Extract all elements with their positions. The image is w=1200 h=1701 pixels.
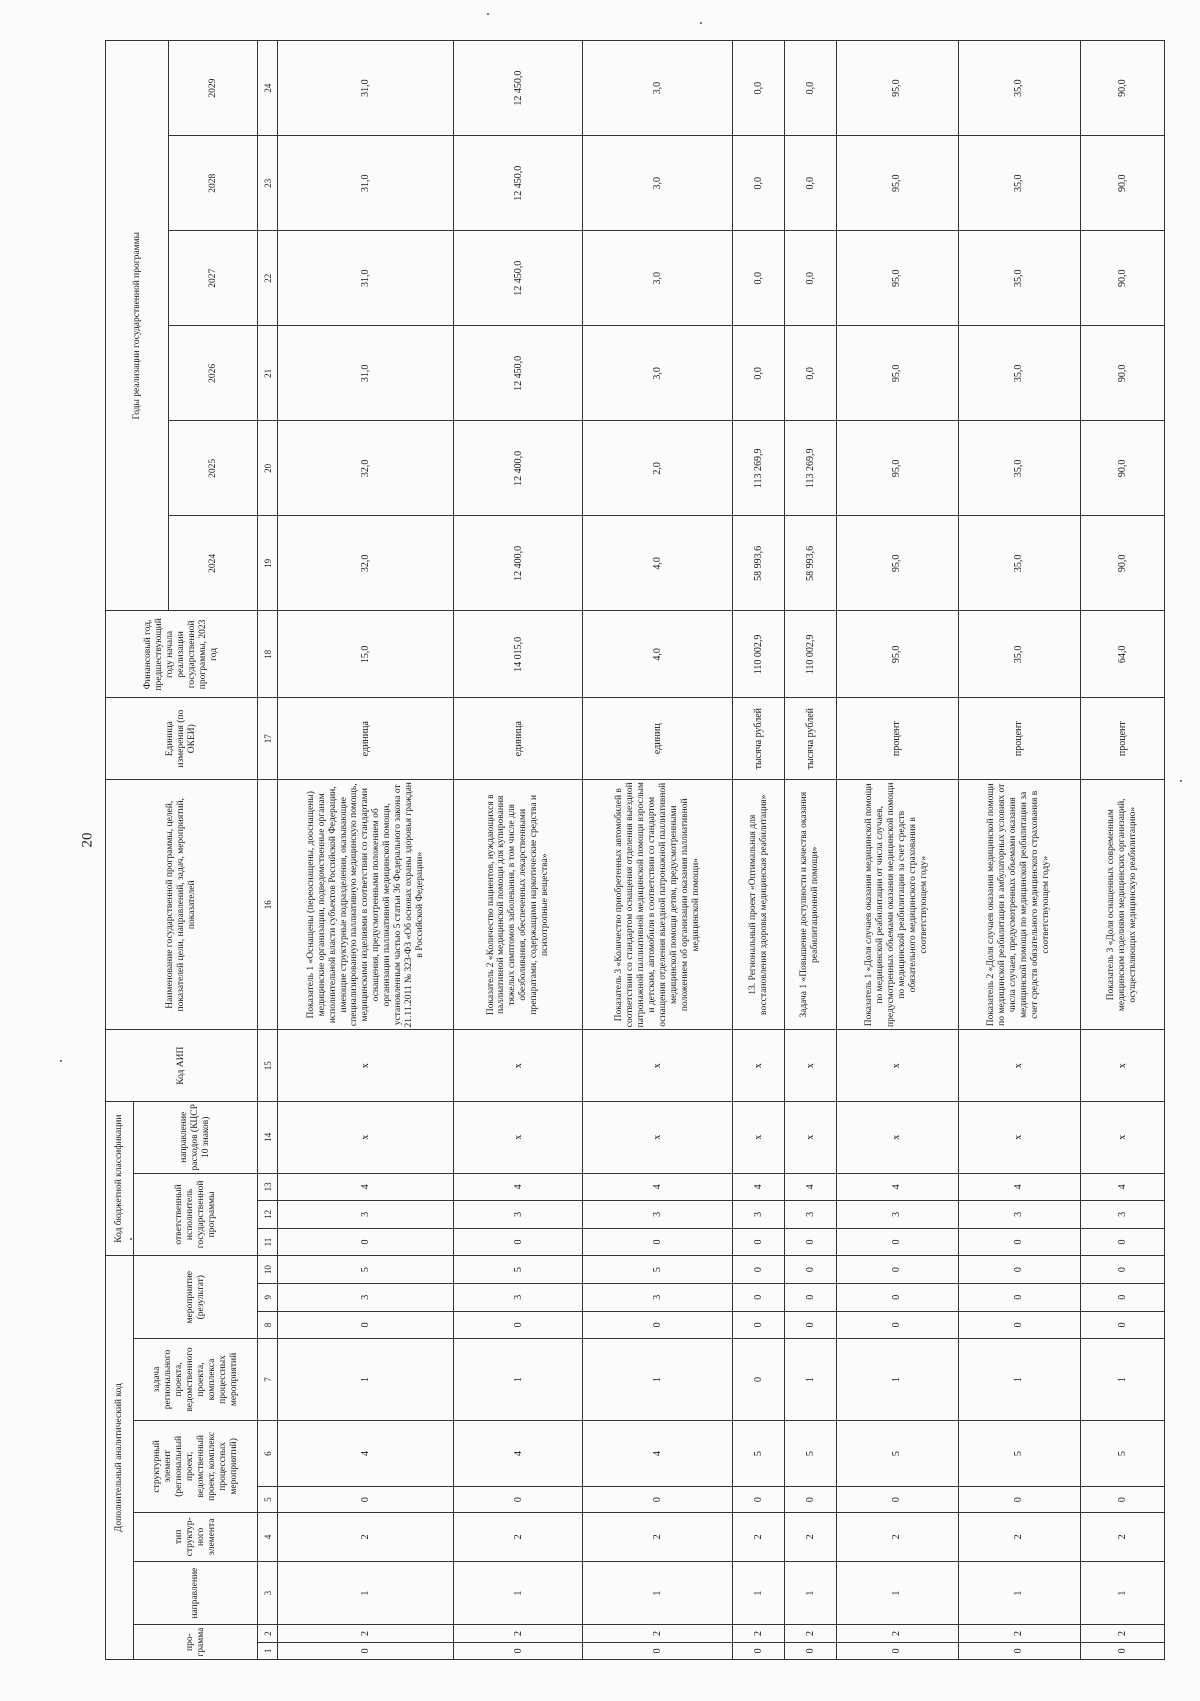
year-value: 3,0	[583, 326, 733, 421]
year-value: 95,0	[836, 41, 958, 136]
header-year: 2025	[169, 421, 258, 516]
year-value: 0,0	[785, 231, 837, 326]
year-value: 95,0	[836, 421, 958, 516]
year-value: 31,0	[278, 326, 454, 421]
year-value: 2,0	[583, 421, 733, 516]
code-cell: 2	[1080, 1625, 1165, 1642]
code-cell: 4	[785, 1173, 837, 1201]
column-number: 6	[258, 1420, 278, 1486]
code-cell: 2	[454, 1512, 583, 1561]
code-cell: 1	[454, 1561, 583, 1624]
code-cell: 5	[454, 1256, 583, 1284]
code-cell: 5	[1080, 1420, 1165, 1486]
table-row	[785, 41, 837, 1660]
column-number: 18	[258, 611, 278, 698]
base-year-value: 14 015,0	[454, 611, 583, 698]
code-cell: 0	[836, 1642, 958, 1659]
code-cell: 3	[454, 1201, 583, 1229]
code-cell: 0	[836, 1311, 958, 1339]
expense-direction-cell: x	[733, 1101, 785, 1173]
year-value: 35,0	[958, 41, 1080, 136]
column-number: 21	[258, 326, 278, 421]
year-value: 35,0	[958, 136, 1080, 231]
year-value: 95,0	[836, 136, 958, 231]
year-value: 12 450,0	[454, 231, 583, 326]
column-number: 9	[258, 1283, 278, 1311]
code-cell: 1	[583, 1561, 733, 1624]
year-value: 35,0	[958, 516, 1080, 611]
expense-direction-cell: x	[1080, 1101, 1165, 1173]
indicator-name: 13. Региональный проект «Оптимальная для восстановления здоровья медицинская реабилитация»	[733, 780, 785, 1030]
expense-direction-cell: x	[278, 1101, 454, 1173]
code-cell: 3	[785, 1201, 837, 1229]
header-year: 2026	[169, 326, 258, 421]
column-number: 15	[258, 1030, 278, 1102]
header-years-group: Годы реализации государственной программы	[106, 41, 169, 611]
page-number: 20	[79, 832, 96, 848]
code-cell: 0	[958, 1228, 1080, 1256]
aip-code-cell: x	[785, 1030, 837, 1102]
code-cell: 2	[278, 1512, 454, 1561]
year-value: 58 993,6	[733, 516, 785, 611]
indicator-name: Показатель 3 «Количество приобретенных автомобилей в соответствии со стандартом оснащения отделения выездной патронажной паллиативной медицинской помощи взрослым и детским, автомобили в соответствии со стандартом оснащения отделения выездной патронажной паллиативной медицинской помощи детям, предусмотренными положением об организации оказания паллиативной медицинской помощи»	[583, 780, 733, 1030]
code-cell: 5	[785, 1420, 837, 1486]
table-row	[454, 41, 583, 1660]
header-measure: мероприятие (результат)	[134, 1256, 258, 1339]
code-cell: 0	[1080, 1642, 1165, 1659]
year-value: 3,0	[583, 41, 733, 136]
code-cell: 0	[733, 1228, 785, 1256]
code-cell: 0	[1080, 1487, 1165, 1513]
code-cell: 1	[785, 1561, 837, 1624]
code-cell: 0	[278, 1228, 454, 1256]
column-number: 16	[258, 780, 278, 1030]
table-row	[733, 41, 785, 1660]
indicator-name: Показатель 1 «Оснащены (переоснащены, дооснащены) медицинские организации, подведомственные органам исполнительной власти субъектов Российской Федерации, имеющие структурные подразделения, оказывающие специализированную паллиативную медицинскую помощь, медицинскими изделиями в соответствии со стандартами оснащения, предусмотренными положением об организации паллиативной медицинской помощи, установленным частью 5 статьи 36 Федерального закона от 21.11.2011 № 323-ФЗ «Об основах охраны здоровья граждан в Российской Федерации»	[278, 780, 454, 1030]
code-cell: 3	[958, 1201, 1080, 1229]
year-value: 0,0	[733, 231, 785, 326]
table-row	[583, 41, 733, 1660]
header-budget-code: Код бюджетной классификации	[106, 1101, 134, 1255]
expense-direction-cell: x	[454, 1101, 583, 1173]
code-cell: 0	[836, 1283, 958, 1311]
base-year-value: 110 002,9	[785, 611, 837, 698]
base-year-value: 15,0	[278, 611, 454, 698]
header-program: про-грамма	[134, 1625, 258, 1660]
unit-cell: процент	[1080, 698, 1165, 780]
code-cell: 0	[958, 1256, 1080, 1284]
column-number: 5	[258, 1487, 278, 1513]
aip-code-cell: x	[454, 1030, 583, 1102]
code-cell: 2	[836, 1512, 958, 1561]
code-cell: 5	[583, 1256, 733, 1284]
code-cell: 0	[785, 1228, 837, 1256]
table-row	[1080, 41, 1165, 1660]
year-value: 3,0	[583, 136, 733, 231]
code-cell: 1	[1080, 1561, 1165, 1624]
unit-cell: единица	[454, 698, 583, 780]
year-value: 31,0	[278, 41, 454, 136]
year-value: 32,0	[278, 421, 454, 516]
year-value: 95,0	[836, 516, 958, 611]
column-number: 17	[258, 698, 278, 780]
code-cell: 0	[454, 1311, 583, 1339]
header-base-year: Финансовый год, предшествующий году начала реализации государственной программы, 2023 год	[106, 611, 258, 698]
year-value: 12 400,0	[454, 516, 583, 611]
header-year: 2029	[169, 41, 258, 136]
program-indicators-table	[105, 40, 1165, 1660]
column-number: 19	[258, 516, 278, 611]
year-value: 12 450,0	[454, 41, 583, 136]
code-cell: 4	[454, 1173, 583, 1201]
year-value: 90,0	[1080, 41, 1165, 136]
indicator-name: Показатель 3 «Доля оснащенных современным медицинским изделиями медицинских организаций, осуществляющих медицинскую реабилитацию»	[1080, 780, 1165, 1030]
code-cell: 0	[785, 1283, 837, 1311]
code-cell: 0	[958, 1283, 1080, 1311]
code-cell: 1	[278, 1339, 454, 1421]
unit-cell: тысяча рублей	[785, 698, 837, 780]
code-cell: 0	[785, 1487, 837, 1513]
code-cell: 1	[836, 1561, 958, 1624]
year-value: 35,0	[958, 231, 1080, 326]
document-page	[105, 40, 1165, 1660]
unit-cell: единица	[278, 698, 454, 780]
table-row	[278, 41, 454, 1660]
code-cell: 2	[958, 1625, 1080, 1642]
column-number: 13	[258, 1173, 278, 1201]
code-cell: 2	[454, 1625, 583, 1642]
column-number: 4	[258, 1512, 278, 1561]
code-cell: 2	[785, 1512, 837, 1561]
column-number: 20	[258, 421, 278, 516]
code-cell: 5	[278, 1256, 454, 1284]
aip-code-cell: x	[958, 1030, 1080, 1102]
code-cell: 0	[785, 1256, 837, 1284]
code-cell: 4	[278, 1420, 454, 1486]
indicator-name: Показатель 2 «Доля случаев оказания медицинской помощи по медицинской реабилитации в амбулаторных условиях от числа случаев, предусмотренных объемами оказания медицинской помощи по медицинской реабилитации за счет средств обязательного медицинского страхования в соответствующем году»	[958, 780, 1080, 1030]
column-number: 10	[258, 1256, 278, 1284]
column-number: 8	[258, 1311, 278, 1339]
column-number: 14	[258, 1101, 278, 1173]
code-cell: 3	[454, 1283, 583, 1311]
code-cell: 0	[454, 1228, 583, 1256]
code-cell: 2	[733, 1625, 785, 1642]
year-value: 95,0	[836, 326, 958, 421]
code-cell: 0	[454, 1642, 583, 1659]
year-value: 35,0	[958, 421, 1080, 516]
code-cell: 1	[278, 1561, 454, 1624]
code-cell: 0	[836, 1228, 958, 1256]
code-cell: 0	[454, 1487, 583, 1513]
code-cell: 2	[785, 1625, 837, 1642]
year-value: 0,0	[733, 326, 785, 421]
code-cell: 3	[278, 1201, 454, 1229]
column-number: 24	[258, 41, 278, 136]
header-expense-direction: направление расходов (КЦСР 10 знаков)	[134, 1101, 258, 1173]
code-cell: 0	[836, 1256, 958, 1284]
table-row	[958, 41, 1080, 1660]
year-value: 0,0	[733, 41, 785, 136]
column-number: 23	[258, 136, 278, 231]
code-cell: 0	[583, 1487, 733, 1513]
code-cell: 1	[958, 1561, 1080, 1624]
aip-code-cell: x	[583, 1030, 733, 1102]
column-number: 2	[258, 1625, 278, 1642]
year-value: 95,0	[836, 231, 958, 326]
code-cell: 2	[583, 1512, 733, 1561]
code-cell: 2	[733, 1512, 785, 1561]
code-cell: 3	[1080, 1201, 1165, 1229]
year-value: 58 993,6	[785, 516, 837, 611]
header-executor: ответственный исполнитель государственной программы	[134, 1173, 258, 1256]
code-cell: 0	[1080, 1311, 1165, 1339]
code-cell: 4	[733, 1173, 785, 1201]
year-value: 12 450,0	[454, 136, 583, 231]
code-cell: 4	[583, 1420, 733, 1486]
header-year: 2028	[169, 136, 258, 231]
code-cell: 0	[958, 1311, 1080, 1339]
column-number: 7	[258, 1339, 278, 1421]
code-cell: 4	[454, 1420, 583, 1486]
unit-cell: тысяча рублей	[733, 698, 785, 780]
year-value: 90,0	[1080, 136, 1165, 231]
code-cell: 2	[836, 1625, 958, 1642]
header-year: 2027	[169, 231, 258, 326]
column-number: 1	[258, 1642, 278, 1659]
header-additional-code: Дополнительный аналитический код	[106, 1256, 134, 1660]
code-cell: 1	[583, 1339, 733, 1421]
year-value: 31,0	[278, 231, 454, 326]
code-cell: 0	[278, 1642, 454, 1659]
column-number: 22	[258, 231, 278, 326]
header-task: задача регионального проекта, ведомственного проекта, комплекса процессных мероприятий	[134, 1339, 258, 1421]
aip-code-cell: x	[733, 1030, 785, 1102]
year-value: 0,0	[785, 41, 837, 136]
year-value: 113 269,9	[733, 421, 785, 516]
code-cell: 1	[836, 1339, 958, 1421]
base-year-value: 64,0	[1080, 611, 1165, 698]
header-unit: Единица измерения (по ОКЕИ)	[106, 698, 258, 780]
code-cell: 0	[958, 1642, 1080, 1659]
expense-direction-cell: x	[836, 1101, 958, 1173]
unit-cell: единиц	[583, 698, 733, 780]
aip-code-cell: x	[1080, 1030, 1165, 1102]
code-cell: 3	[583, 1201, 733, 1229]
code-cell: 2	[583, 1625, 733, 1642]
year-value: 90,0	[1080, 421, 1165, 516]
code-cell: 0	[733, 1339, 785, 1421]
code-cell: 0	[583, 1228, 733, 1256]
year-value: 12 400,0	[454, 421, 583, 516]
code-cell: 1	[958, 1339, 1080, 1421]
year-value: 90,0	[1080, 326, 1165, 421]
year-value: 0,0	[785, 136, 837, 231]
year-value: 3,0	[583, 231, 733, 326]
code-cell: 2	[1080, 1512, 1165, 1561]
code-cell: 0	[583, 1642, 733, 1659]
code-cell: 5	[958, 1420, 1080, 1486]
indicator-name: Задача 1 «Повышение доступности и качества оказания реабилитационной помощи»	[785, 780, 837, 1030]
code-cell: 4	[278, 1173, 454, 1201]
year-value: 0,0	[785, 326, 837, 421]
column-number: 11	[258, 1228, 278, 1256]
aip-code-cell: x	[836, 1030, 958, 1102]
base-year-value: 4,0	[583, 611, 733, 698]
aip-code-cell: x	[278, 1030, 454, 1102]
code-cell: 1	[785, 1339, 837, 1421]
year-value: 31,0	[278, 136, 454, 231]
year-value: 32,0	[278, 516, 454, 611]
header-element-type: тип структур-ного элемента	[134, 1512, 258, 1561]
indicator-name: Показатель 1 «Доля случаев оказания медицинской помощи по медицинской реабилитации от числа случаев, предусмотренных объемами оказания медицинской помощи по медицинской реабилитации за счет средств обязательного медицинского страхования в соответствующем году»	[836, 780, 958, 1030]
code-cell: 5	[836, 1420, 958, 1486]
unit-cell: процент	[836, 698, 958, 780]
header-structural-element: структурный элемент (региональный проект, ведомственный проект, комплекс процессных мероприятий)	[134, 1420, 258, 1512]
code-cell: 4	[583, 1173, 733, 1201]
code-cell: 0	[1080, 1228, 1165, 1256]
year-value: 4,0	[583, 516, 733, 611]
code-cell: 1	[454, 1339, 583, 1421]
year-value: 12 450,0	[454, 326, 583, 421]
code-cell: 4	[958, 1173, 1080, 1201]
code-cell: 0	[733, 1487, 785, 1513]
code-cell: 4	[836, 1173, 958, 1201]
table-row	[836, 41, 958, 1660]
base-year-value: 110 002,9	[733, 611, 785, 698]
code-cell: 0	[278, 1311, 454, 1339]
year-value: 90,0	[1080, 516, 1165, 611]
column-number: 12	[258, 1201, 278, 1229]
code-cell: 5	[733, 1420, 785, 1486]
year-value: 35,0	[958, 326, 1080, 421]
year-value: 0,0	[733, 136, 785, 231]
code-cell: 0	[785, 1642, 837, 1659]
expense-direction-cell: x	[583, 1101, 733, 1173]
code-cell: 1	[733, 1561, 785, 1624]
code-cell: 3	[836, 1201, 958, 1229]
code-cell: 0	[733, 1256, 785, 1284]
code-cell: 0	[836, 1487, 958, 1513]
expense-direction-cell: x	[958, 1101, 1080, 1173]
header-year: 2024	[169, 516, 258, 611]
base-year-value: 95,0	[836, 611, 958, 698]
code-cell: 4	[1080, 1173, 1165, 1201]
code-cell: 0	[1080, 1283, 1165, 1311]
code-cell: 0	[733, 1642, 785, 1659]
base-year-value: 35,0	[958, 611, 1080, 698]
column-number: 3	[258, 1561, 278, 1624]
code-cell: 3	[733, 1201, 785, 1229]
code-cell: 0	[733, 1283, 785, 1311]
indicator-name: Показатель 2 «Количество пациентов, нуждающихся в паллиативной медицинской помощи для купирования тяжелых симптомов заболевания, в том числе для обезболивания, обеспеченных лекарственными препаратами, содержащими наркотические средства и психотропные вещества»	[454, 780, 583, 1030]
code-cell: 2	[278, 1625, 454, 1642]
year-value: 90,0	[1080, 231, 1165, 326]
code-cell: 0	[583, 1311, 733, 1339]
unit-cell: процент	[958, 698, 1080, 780]
header-name: Наименование государственной программы, целей, показателей цели, направлений, задач, мероприятий, показателей	[106, 780, 258, 1030]
expense-direction-cell: x	[785, 1101, 837, 1173]
code-cell: 0	[785, 1311, 837, 1339]
header-aip-code: Код АИП	[106, 1030, 258, 1102]
year-value: 113 269,9	[785, 421, 837, 516]
code-cell: 1	[1080, 1339, 1165, 1421]
code-cell: 0	[958, 1487, 1080, 1513]
code-cell: 0	[278, 1487, 454, 1513]
header-direction: направление	[134, 1561, 258, 1624]
code-cell: 0	[1080, 1256, 1165, 1284]
code-cell: 2	[958, 1512, 1080, 1561]
code-cell: 3	[278, 1283, 454, 1311]
code-cell: 3	[583, 1283, 733, 1311]
code-cell: 0	[733, 1311, 785, 1339]
